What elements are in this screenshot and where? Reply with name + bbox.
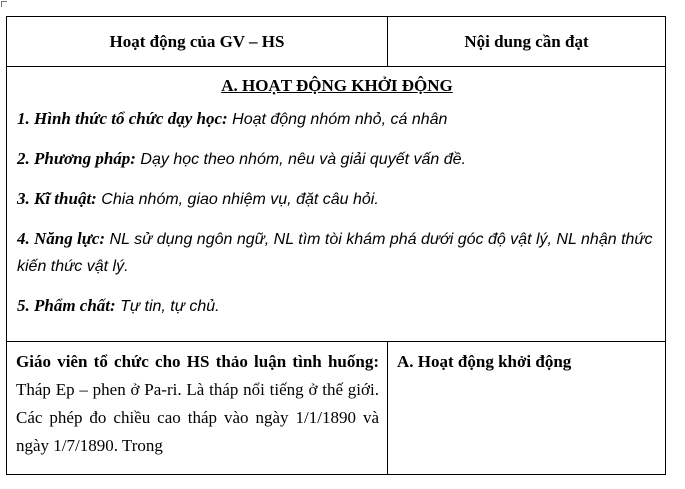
point-quality: [17, 293, 657, 320]
point-technique-label: 3. Kĩ thuật:: [17, 189, 97, 208]
activity-description-cell: [7, 342, 388, 475]
point-form-text: Hoạt động nhóm nhỏ, cá nhân: [227, 111, 448, 128]
point-method-text: Dạy học theo nhóm, nêu và giải quyết vấn đề.: [135, 151, 466, 168]
activity-content-cell: A. Hoạt động khởi động: [388, 342, 666, 475]
point-competence-text: NL sử dụng ngôn ngữ, NL tìm tòi khám phá dưới góc độ vật lý, NL nhận thức kiến thức vật lý.: [17, 231, 653, 275]
section-a-cell: [7, 67, 666, 342]
header-teacher-student-activity: Hoạt động của GV – HS: [7, 17, 388, 67]
section-a-title: A. HOẠT ĐỘNG KHỞI ĐỘNG: [221, 76, 453, 95]
header-row: [7, 17, 666, 67]
page-corner-mark: [1, 1, 7, 7]
point-form-label: 1. Hình thức tổ chức dạy học:: [17, 109, 228, 128]
point-quality-label: 5. Phẩm chất:: [17, 296, 116, 315]
activity-row: [7, 342, 666, 475]
point-quality-text: Tự tin, tự chủ.: [115, 298, 220, 315]
header-expected-content: Nội dung cần đạt: [388, 17, 666, 67]
activity-text: Tháp Ep – phen ở Pa-ri. Là tháp nổi tiếng ở thế giới. Các phép đo chiều cao tháp vào ngày 1/1/1890 và ngày 1/7/1890. Trong: [16, 380, 379, 455]
section-a-row: [7, 67, 666, 342]
point-competence-label: 4. Năng lực:: [17, 229, 106, 248]
point-technique-text: Chia nhóm, giao nhiệm vụ, đặt câu hỏi.: [96, 191, 379, 208]
point-technique: [17, 186, 657, 213]
lesson-table: [6, 16, 666, 475]
point-competence: [17, 226, 657, 280]
point-form: [17, 106, 657, 133]
activity-lead: Giáo viên tổ chức cho HS thảo luận tình huống:: [16, 352, 379, 371]
point-method: [17, 146, 657, 173]
point-method-label: 2. Phương pháp:: [17, 149, 136, 168]
